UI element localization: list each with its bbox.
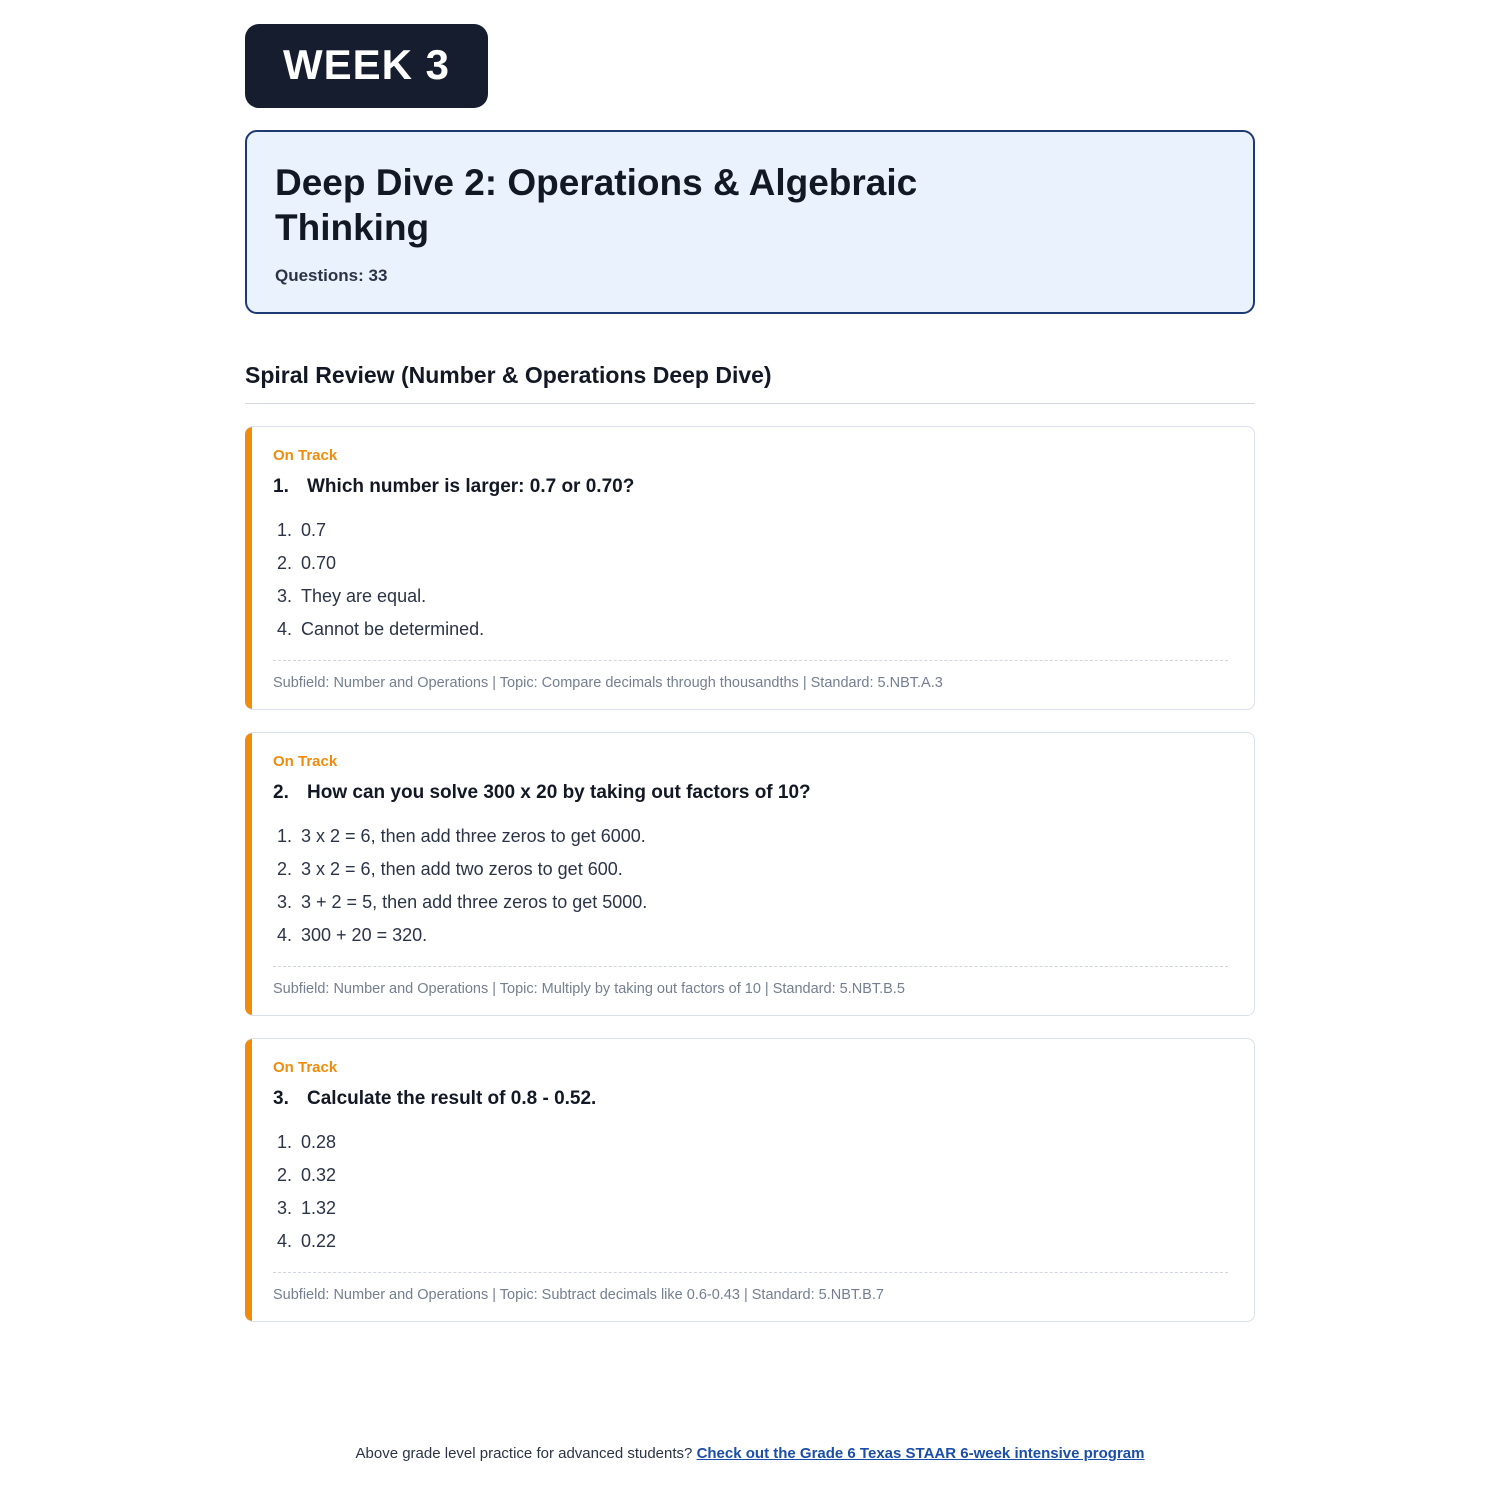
status-badge: On Track xyxy=(273,1059,338,1077)
status-accent-bar xyxy=(245,733,252,1015)
section-heading: Spiral Review (Number & Operations Deep Dive) xyxy=(245,362,1255,404)
status-badge: On Track xyxy=(273,447,338,465)
choice-label: 300 + 20 = 320. xyxy=(301,925,428,946)
status-badge: On Track xyxy=(273,753,338,771)
choice-number: 4. xyxy=(277,1231,293,1252)
status-accent-bar xyxy=(245,1039,252,1321)
question-card xyxy=(245,732,1255,1016)
choice-item[interactable] xyxy=(277,1192,1228,1225)
question-card xyxy=(245,426,1255,710)
choice-number: 3. xyxy=(277,892,293,913)
choice-list xyxy=(277,514,1228,646)
choice-number: 4. xyxy=(277,619,293,640)
choice-label: 0.32 xyxy=(301,1165,337,1186)
question-text xyxy=(273,782,1228,804)
choice-label: 3 x 2 = 6, then add three zeros to get 6000. xyxy=(301,826,646,847)
question-meta: Subfield: Number and Operations | Topic: Multiply by taking out factors of 10 | Standard: 5.NBT.B.5 xyxy=(273,966,1228,997)
choice-item[interactable] xyxy=(277,580,1228,613)
choice-number: 4. xyxy=(277,925,293,946)
choice-number: 3. xyxy=(277,586,293,607)
choice-label: Cannot be determined. xyxy=(301,619,485,640)
choice-item[interactable] xyxy=(277,613,1228,646)
question-prompt: How can you solve 300 x 20 by taking out factors of 10? xyxy=(307,782,811,804)
choice-label: 0.7 xyxy=(301,520,327,541)
question-text xyxy=(273,476,1228,498)
choice-item[interactable] xyxy=(277,919,1228,952)
question-text xyxy=(273,1088,1228,1110)
choice-label: 1.32 xyxy=(301,1198,337,1219)
page-title: Deep Dive 2: Operations & Algebraic Thinking xyxy=(275,162,918,249)
footer-link[interactable]: Check out the Grade 6 Texas STAAR 6-week intensive program xyxy=(696,1445,1145,1462)
worksheet-content xyxy=(245,0,1255,1322)
choice-item[interactable] xyxy=(277,1126,1228,1159)
choice-number: 1. xyxy=(277,1132,293,1153)
week-badge: WEEK 3 xyxy=(245,24,488,108)
footer-text: Above grade level practice for advanced students? xyxy=(355,1445,693,1462)
choice-number: 1. xyxy=(277,826,293,847)
question-number: 1. xyxy=(273,476,289,498)
question-meta: Subfield: Number and Operations | Topic: Compare decimals through thousandths | Standard: 5.NBT.A.3 xyxy=(273,660,1228,691)
choice-number: 1. xyxy=(277,520,293,541)
choice-item[interactable] xyxy=(277,514,1228,547)
choice-number: 2. xyxy=(277,553,293,574)
choice-item[interactable] xyxy=(277,853,1228,886)
question-count: Questions: 33 xyxy=(275,266,388,286)
question-prompt: Which number is larger: 0.7 or 0.70? xyxy=(307,476,635,498)
question-number: 3. xyxy=(273,1088,289,1110)
question-prompt: Calculate the result of 0.8 - 0.52. xyxy=(307,1088,597,1110)
choice-label: 0.28 xyxy=(301,1132,337,1153)
choice-label: They are equal. xyxy=(301,586,427,607)
choice-item[interactable] xyxy=(277,1225,1228,1258)
title-card xyxy=(245,130,1255,314)
choice-label: 3 + 2 = 5, then add three zeros to get 5000. xyxy=(301,892,648,913)
choice-label: 0.70 xyxy=(301,553,337,574)
question-card xyxy=(245,1038,1255,1322)
question-meta: Subfield: Number and Operations | Topic: Subtract decimals like 0.6-0.43 | Standard: 5.NBT.B.7 xyxy=(273,1272,1228,1303)
choice-list xyxy=(277,820,1228,952)
choice-number: 3. xyxy=(277,1198,293,1219)
choice-label: 0.22 xyxy=(301,1231,337,1252)
footer xyxy=(0,1445,1500,1462)
choice-list xyxy=(277,1126,1228,1258)
choice-item[interactable] xyxy=(277,1159,1228,1192)
status-accent-bar xyxy=(245,427,252,709)
question-number: 2. xyxy=(273,782,289,804)
choice-label: 3 x 2 = 6, then add two zeros to get 600. xyxy=(301,859,623,880)
choice-number: 2. xyxy=(277,859,293,880)
choice-number: 2. xyxy=(277,1165,293,1186)
choice-item[interactable] xyxy=(277,886,1228,919)
choice-item[interactable] xyxy=(277,820,1228,853)
choice-item[interactable] xyxy=(277,547,1228,580)
